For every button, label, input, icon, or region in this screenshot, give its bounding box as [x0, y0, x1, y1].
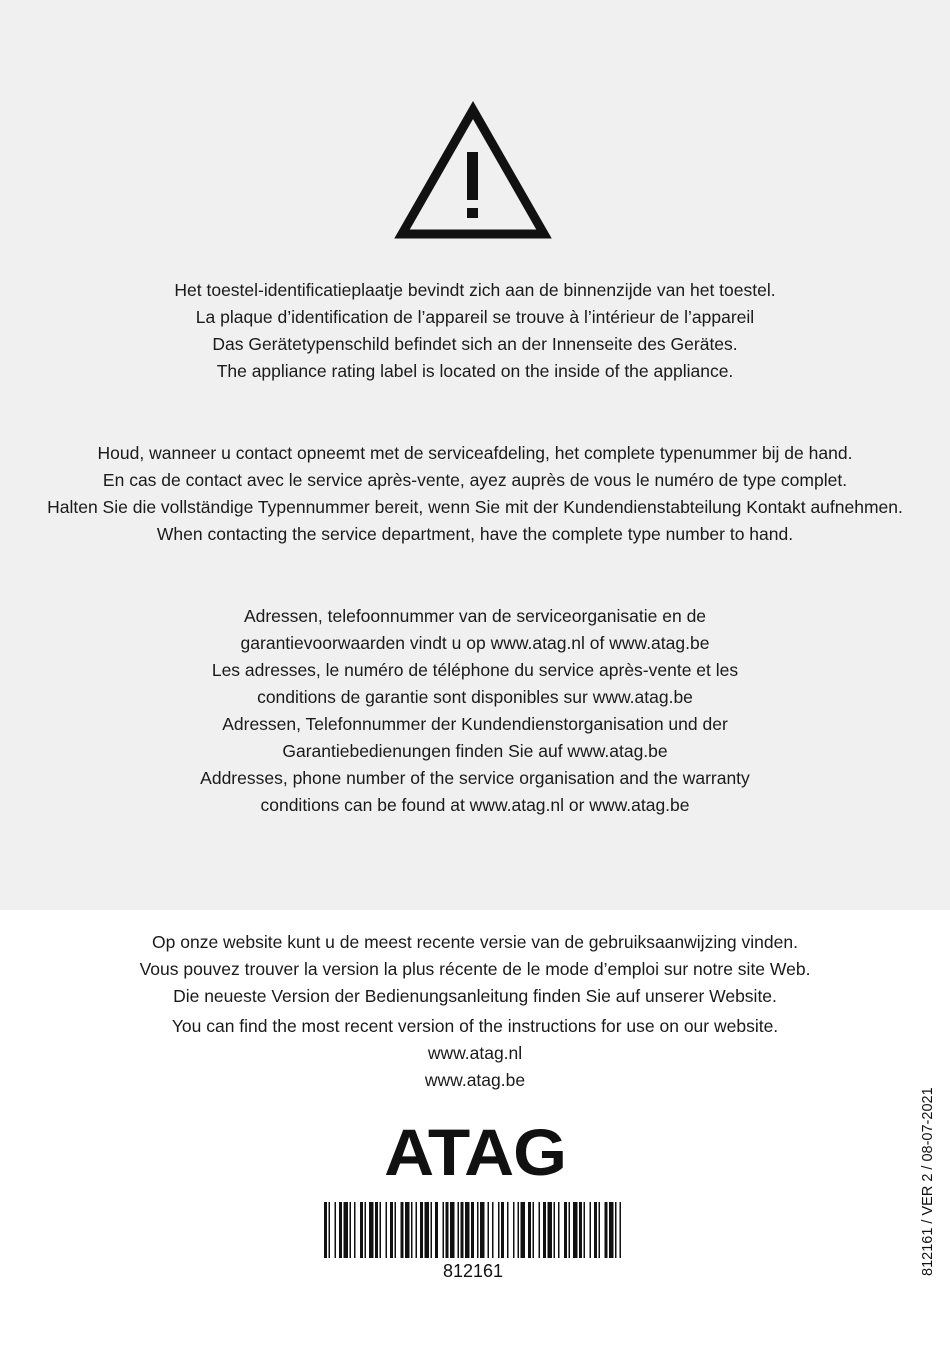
addresses-notice-de-1: Adressen, Telefonnummer der Kundendienstorganisation und der [222, 714, 728, 734]
label-notice-fr: La plaque d’identification de l’appareil se trouve à l’intérieur de l’appareil [195, 307, 755, 327]
service-notice-de: Halten Sie die vollständige Typennummer bereit, wenn Sie mit der Kundendienstabteilung Kontakt aufnehmen. [47, 497, 903, 517]
service-notice-nl: Houd, wanneer u contact opneemt met de serviceafdeling, het complete typenummer bij de hand. [97, 443, 853, 463]
service-type-number-notice [0, 440, 950, 548]
addresses-notice-nl-1: Adressen, telefoonnummer van de serviceorganisatie en de [243, 606, 707, 626]
addresses-notice-de-2: Garantiebedienungen finden Sie auf www.atag.be [282, 741, 668, 761]
warning-triangle-icon [394, 100, 552, 240]
website-notice-fr: Vous pouvez trouver la version la plus récente de le mode d’emploi sur notre site Web. [139, 959, 811, 979]
rating-label-notice [0, 277, 950, 385]
addresses-notice-fr-1: Les adresses, le numéro de téléphone du service après-vente et les [211, 660, 739, 680]
addresses-notice-en-1: Addresses, phone number of the service organisation and the warranty [200, 768, 750, 788]
atag-logo: ATAG [384, 1115, 566, 1189]
service-notice-en: When contacting the service department, have the complete type number to hand. [156, 524, 794, 544]
website-notice-en: You can find the most recent version of the instructions for use on our website. [171, 1016, 779, 1036]
website-notice-nl: Op onze website kunt u de meest recente versie van de gebruiksaanwijzing vinden. [152, 932, 798, 952]
label-notice-en: The appliance rating label is located on the inside of the appliance. [216, 361, 734, 381]
website-notice [0, 929, 950, 1094]
website-url-be: www.atag.be [424, 1070, 526, 1090]
barcode [322, 1202, 624, 1258]
label-notice-de: Das Gerätetypenschild befindet sich an der Innenseite des Gerätes. [212, 334, 738, 354]
addresses-notice [0, 603, 950, 819]
label-notice-nl: Het toestel-identificatieplaatje bevindt zich aan de binnenzijde van het toestel. [174, 280, 776, 300]
website-notice-de: Die neueste Version der Bedienungsanleitung finden Sie auf unserer Website. [173, 986, 777, 1006]
addresses-notice-fr-2: conditions de garantie sont disponibles sur www.atag.be [257, 687, 693, 707]
document-version-code: 812161 / VER 2 / 08-07-2021 [920, 1087, 936, 1276]
addresses-notice-nl-2: garantievoorwaarden vindt u op www.atag.nl of www.atag.be [240, 633, 710, 653]
website-url-nl: www.atag.nl [427, 1043, 523, 1063]
barcode-number: 812161 [442, 1261, 504, 1281]
service-notice-fr: En cas de contact avec le service après-vente, ayez auprès de vous le numéro de type complet. [102, 470, 848, 490]
addresses-notice-en-2: conditions can be found at www.atag.nl or www.atag.be [260, 795, 690, 815]
